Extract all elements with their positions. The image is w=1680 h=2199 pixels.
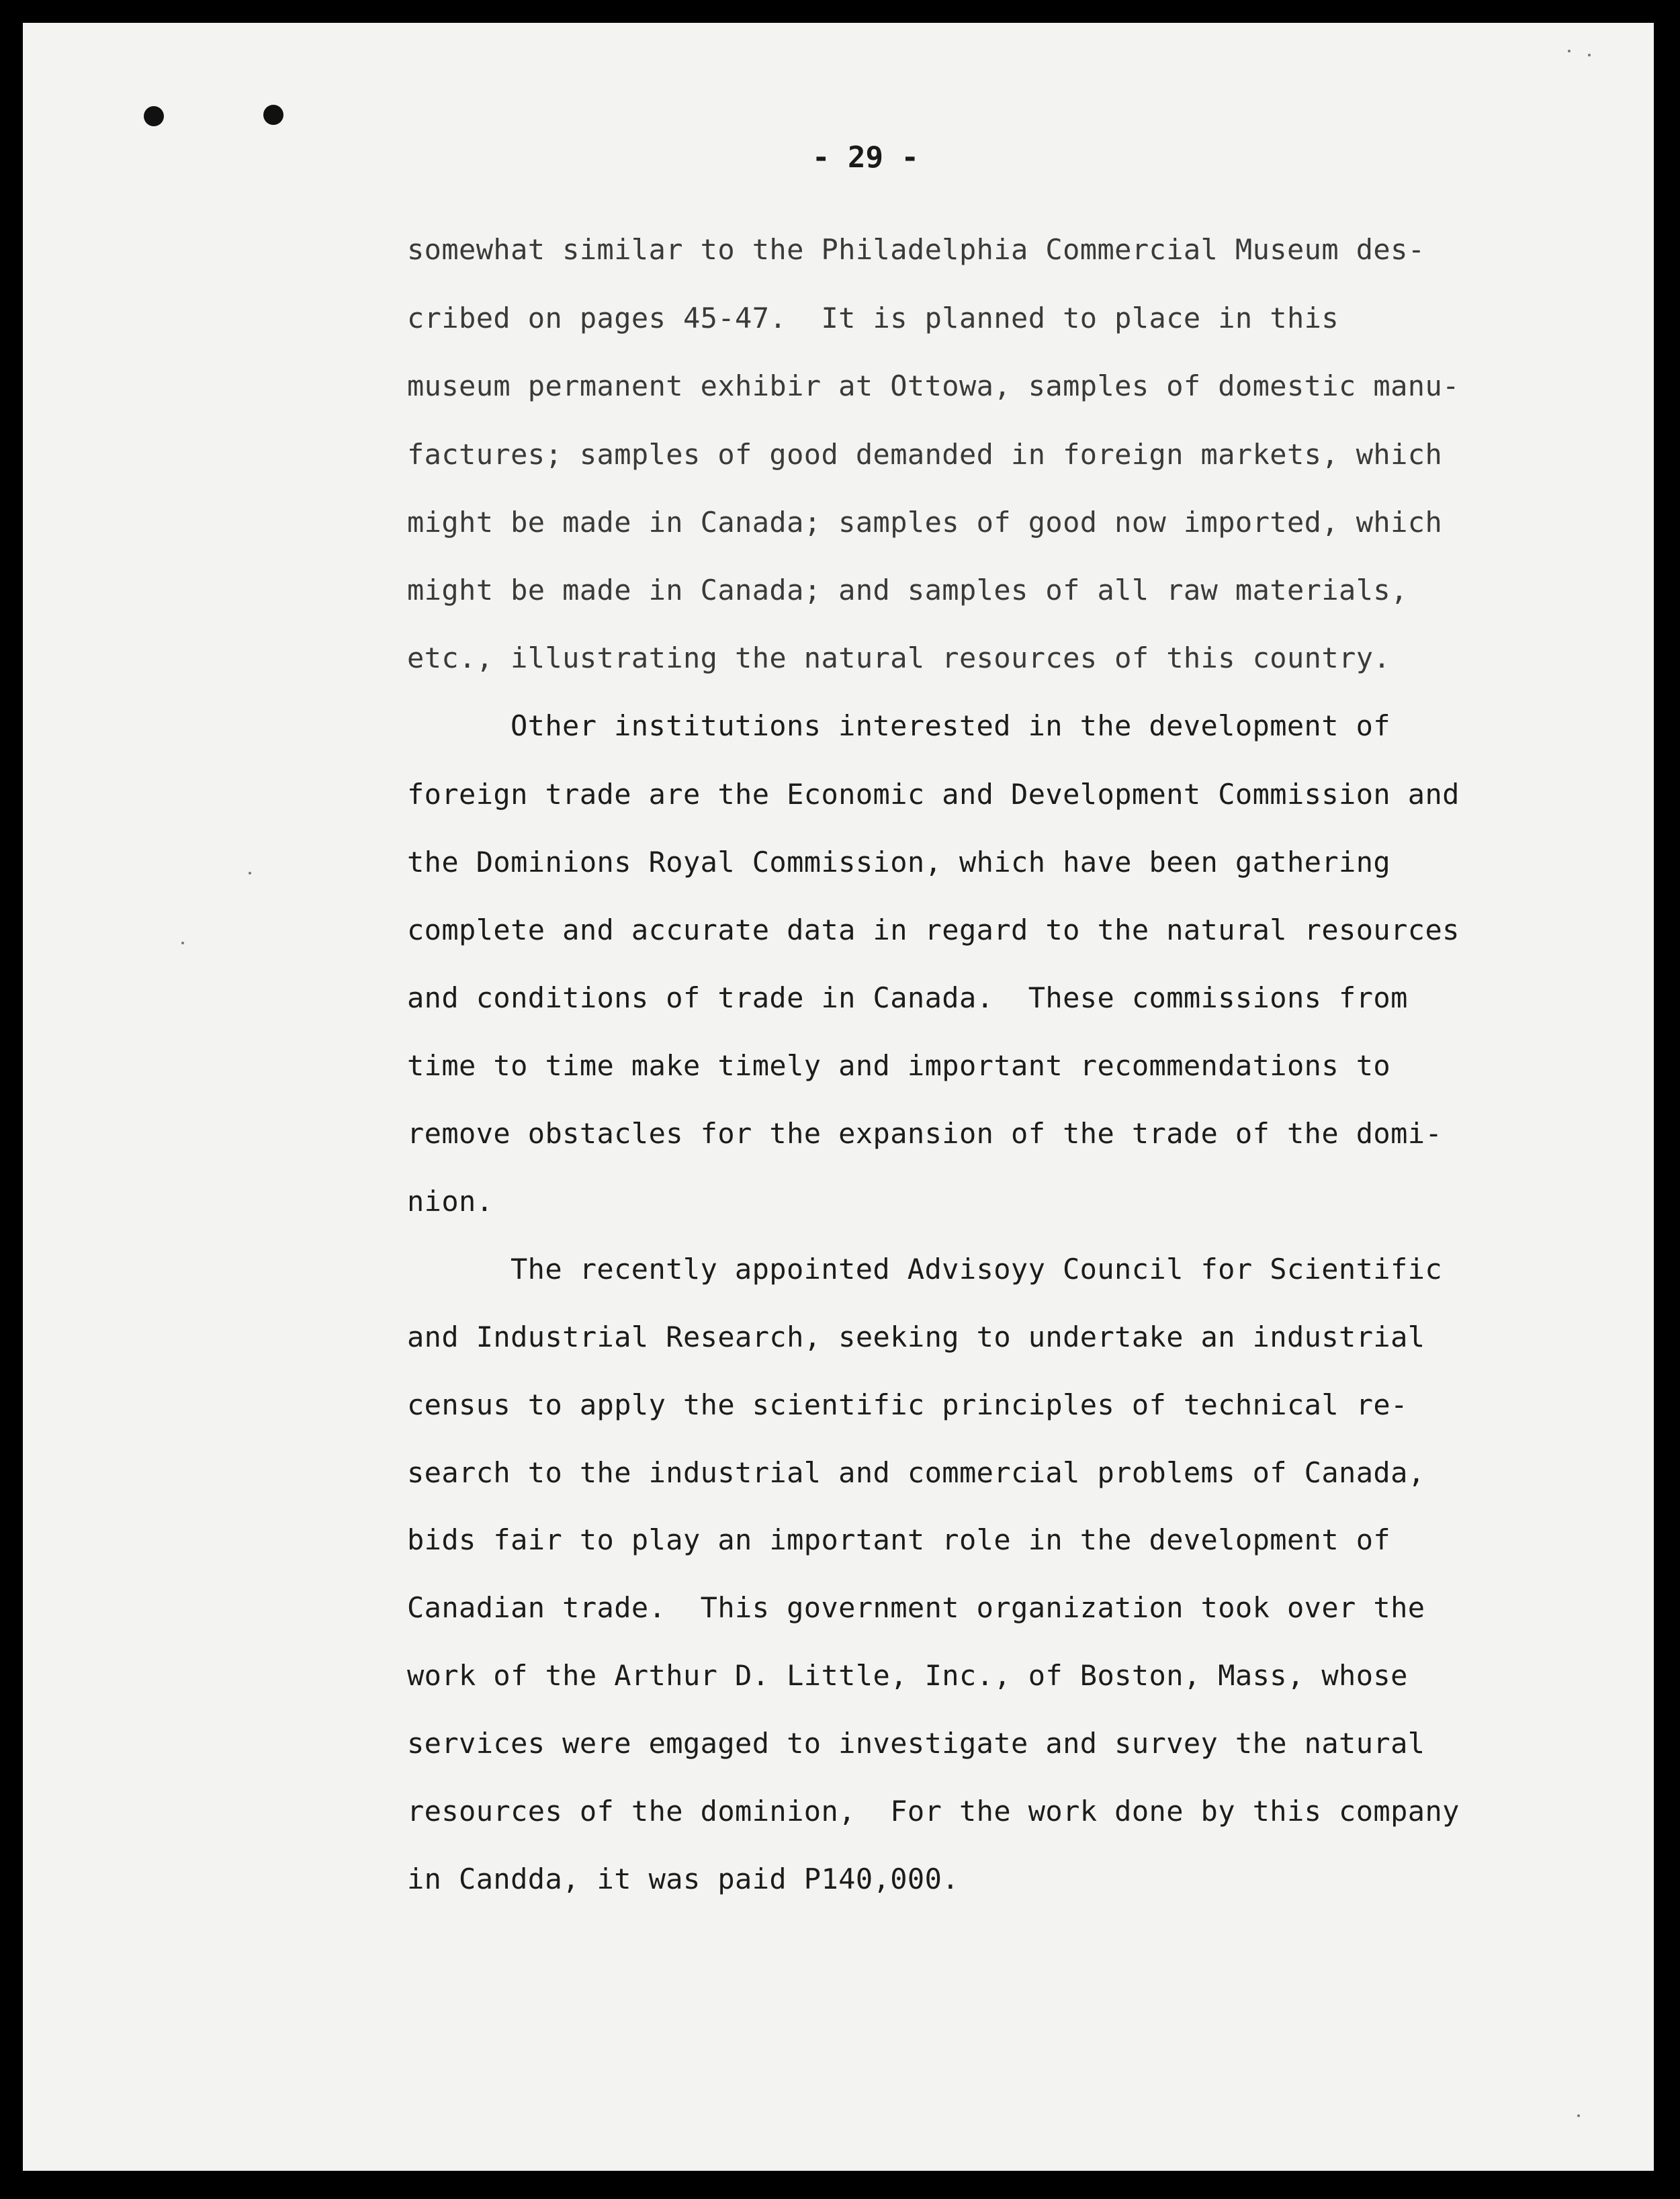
text-line: census to apply the scientific principles of technical re- [407,1388,1408,1421]
text-line: complete and accurate data in regard to the natural resources [407,913,1460,946]
text-line: Canadian trade. This government organization took over the [407,1591,1425,1624]
text-line: museum permanent exhibir at Ottowa, samples of domestic manu- [407,369,1460,402]
text-line: and conditions of trade in Canada. These commissions from [407,981,1408,1014]
text-line: Other institutions interested in the development of [511,709,1390,742]
text-line: nion. [407,1185,494,1218]
text-line: search to the industrial and commercial problems of Canada, [407,1456,1425,1489]
text-line: in Candda, it was paid P140,000. [407,1863,959,1895]
text-line: might be made in Canada; samples of good now imported, which [407,506,1443,539]
page-number: - 29 - [812,140,919,175]
document-page [23,23,1654,2171]
text-line: cribed on pages 45-47. It is planned to place in this [407,302,1339,334]
text-line: resources of the dominion, For the work done by this company [407,1795,1460,1828]
scan-speck [1568,50,1571,52]
text-line: The recently appointed Advisoyy Council for Scientific [511,1253,1443,1286]
text-line: the Dominions Royal Commission, which have been gathering [407,846,1391,879]
text-line: foreign trade are the Economic and Development Commission and [407,778,1460,811]
text-line: work of the Arthur D. Little, Inc., of Boston, Mass, whose [407,1659,1408,1692]
text-line: might be made in Canada; and samples of all raw materials, [407,574,1408,607]
punch-hole-left [144,106,164,126]
text-line: somewhat similar to the Philadelphia Commercial Museum des- [407,233,1425,266]
scan-speck [249,872,251,874]
scan-speck [181,942,184,944]
scan-speck [1577,2114,1580,2117]
text-line: and Industrial Research, seeking to undertake an industrial [407,1320,1425,1353]
text-line: remove obstacles for the expansion of the trade of the domi- [407,1117,1443,1150]
text-line: bids fair to play an important role in the development of [407,1523,1391,1556]
scan-speck [1588,54,1591,56]
punch-hole-right [263,105,283,125]
text-line: services were emgaged to investigate and survey the natural [407,1727,1425,1760]
text-line: time to time make timely and important recommendations to [407,1049,1391,1082]
text-line: factures; samples of good demanded in foreign markets, which [407,438,1443,471]
text-line: etc., illustrating the natural resources of this country. [407,641,1391,674]
